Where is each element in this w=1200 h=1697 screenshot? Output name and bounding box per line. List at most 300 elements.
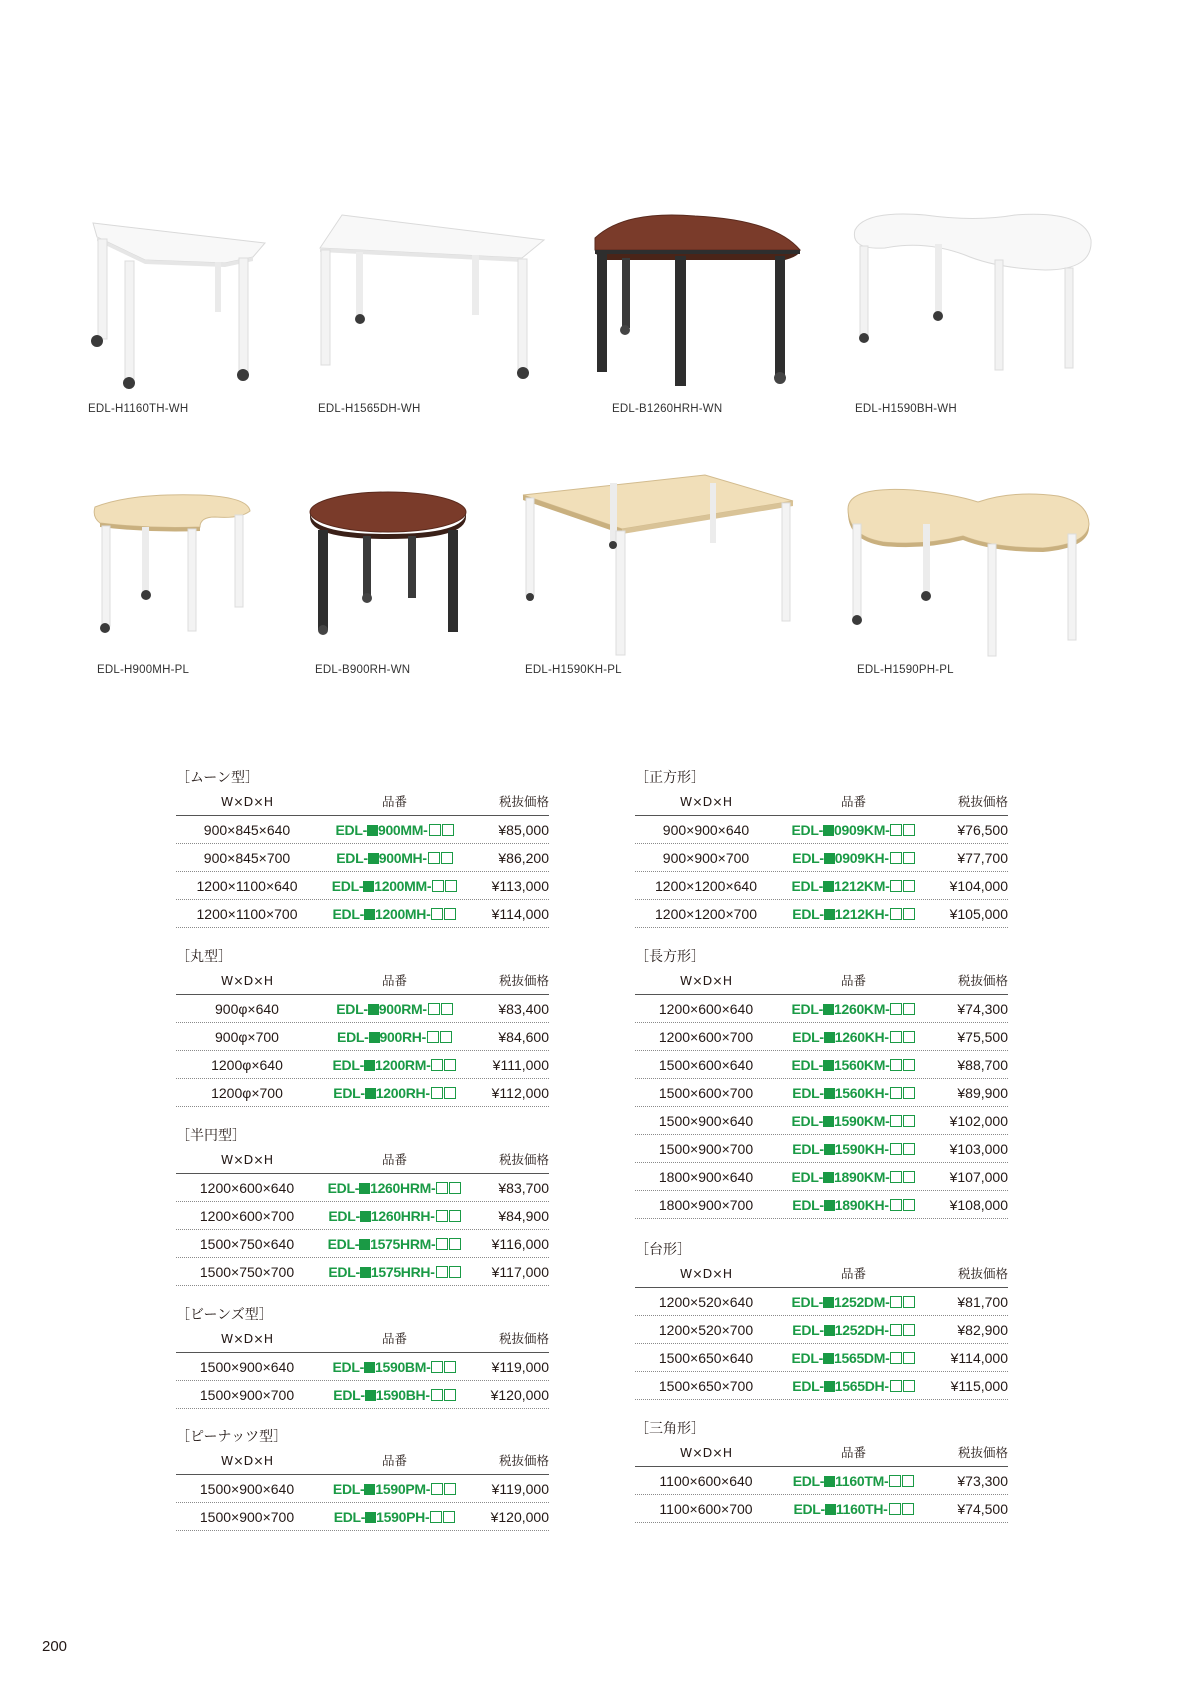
color-code-empty-square-icon (431, 1087, 443, 1099)
color-code-filled-square-icon (359, 1239, 370, 1250)
product-caption-4: EDL-H1590BH-WH (855, 403, 957, 415)
table-row (635, 995, 1008, 1023)
table-row (176, 816, 549, 844)
size-cell: 1200×520×700 (658, 1322, 754, 1338)
product-caption-1: EDL-H1160TH-WH (88, 403, 189, 415)
color-code-filled-square-icon (365, 1088, 376, 1099)
price-cell: ¥119,000 (491, 1481, 549, 1497)
color-code-empty-square-icon (449, 1182, 461, 1194)
size-cell: 1500×650×640 (658, 1350, 754, 1366)
code-body: 1212KM- (833, 878, 890, 894)
color-code-empty-square-icon (431, 1059, 443, 1071)
price-cell: ¥86,200 (498, 850, 549, 866)
table-row (176, 844, 549, 872)
table-row (176, 1174, 549, 1202)
size-cell: 1500×750×700 (199, 1264, 295, 1280)
table-row (635, 1163, 1008, 1191)
header-size: W×D×H (220, 973, 274, 988)
code-prefix: EDL- (792, 1473, 825, 1489)
color-code-empty-square-icon (903, 1087, 915, 1099)
code-body: 1560KM- (833, 1057, 890, 1073)
code-body: 1590BM- (374, 1359, 431, 1375)
table-row (176, 900, 549, 928)
color-code-empty-square-icon (428, 1003, 440, 1015)
section-peanut (176, 1426, 549, 1531)
price-cell: ¥113,000 (491, 878, 549, 894)
color-code-filled-square-icon (369, 1032, 380, 1043)
section-title: ［長方形］ (635, 949, 705, 965)
table-row (635, 1288, 1008, 1316)
header-price: 税抜価格 (498, 1453, 549, 1468)
color-code-empty-square-icon (903, 1296, 915, 1308)
size-cell: 1200×600×640 (199, 1180, 295, 1196)
color-code-empty-square-icon (436, 1210, 448, 1222)
price-cell: ¥82,900 (957, 1322, 1008, 1338)
color-code-empty-square-icon (890, 1171, 902, 1183)
code-prefix: EDL- (332, 906, 364, 922)
color-code-empty-square-icon (444, 1361, 456, 1373)
color-code-empty-square-icon (890, 1087, 902, 1099)
header-code: 品番 (840, 794, 866, 809)
section-triangle (635, 1418, 1008, 1523)
code-body: 1260HRH- (370, 1208, 435, 1224)
table-row (176, 1051, 549, 1079)
code-cell (777, 1467, 930, 1494)
price-cell: ¥112,000 (491, 1085, 549, 1101)
table-header (635, 789, 1008, 816)
code-prefix: EDL- (792, 1141, 824, 1157)
code-body: 0909KM- (833, 822, 890, 838)
color-code-empty-square-icon (431, 908, 443, 920)
code-cell (318, 900, 471, 927)
color-code-empty-square-icon (890, 1296, 902, 1308)
price-cell: ¥116,000 (491, 1236, 549, 1252)
code-body: 1575HRM- (370, 1236, 436, 1252)
color-code-empty-square-icon (445, 880, 457, 892)
header-code: 品番 (381, 794, 407, 809)
code-body: 1200RH- (375, 1085, 430, 1101)
code-body: 900RH- (379, 1029, 426, 1045)
color-code-empty-square-icon (441, 852, 453, 864)
price-cell: ¥74,500 (957, 1501, 1008, 1517)
header-size: W×D×H (220, 794, 274, 809)
color-code-filled-square-icon (364, 1484, 375, 1495)
code-cell (318, 1202, 471, 1229)
header-code: 品番 (840, 1445, 866, 1460)
header-code: 品番 (840, 973, 866, 988)
color-code-empty-square-icon (444, 1389, 456, 1401)
color-code-empty-square-icon (890, 1199, 902, 1211)
code-prefix: EDL- (336, 1001, 368, 1017)
color-code-empty-square-icon (444, 1483, 456, 1495)
color-code-empty-square-icon (440, 1031, 452, 1043)
price-cell: ¥83,700 (498, 1180, 549, 1196)
size-cell: 1200×1100×700 (196, 906, 298, 922)
section-rectangle (635, 946, 1008, 1219)
table-row (635, 1191, 1008, 1219)
price-cell: ¥114,000 (950, 1350, 1008, 1366)
table-row (176, 1079, 549, 1107)
section-title: ［正方形］ (635, 770, 705, 786)
code-cell (777, 1191, 930, 1218)
table-header (176, 1448, 549, 1475)
code-cell (777, 1316, 930, 1343)
color-code-empty-square-icon (903, 1031, 915, 1043)
color-code-empty-square-icon (427, 1031, 439, 1043)
code-cell (777, 1163, 930, 1190)
code-prefix: EDL- (792, 906, 824, 922)
code-body: 0909KH- (834, 850, 889, 866)
size-cell: 900×900×640 (662, 822, 750, 838)
table-row (635, 1135, 1008, 1163)
header-code: 品番 (381, 1453, 407, 1468)
size-cell: 1500×900×640 (199, 1359, 295, 1375)
size-cell: 1200×1100×640 (196, 878, 298, 894)
color-code-empty-square-icon (890, 1380, 902, 1392)
price-cell: ¥74,300 (957, 1001, 1008, 1017)
code-prefix: EDL- (792, 1322, 824, 1338)
code-prefix: EDL- (332, 1057, 364, 1073)
code-prefix: EDL- (791, 1057, 823, 1073)
table-row (635, 1467, 1008, 1495)
size-cell: 1200φ×700 (211, 1085, 283, 1101)
price-cell: ¥89,900 (957, 1085, 1008, 1101)
table-row (635, 1051, 1008, 1079)
code-cell (318, 1381, 471, 1408)
code-body: 1160TM- (835, 1473, 889, 1489)
color-code-empty-square-icon (432, 880, 444, 892)
product-caption-5: EDL-H900MH-PL (97, 664, 190, 676)
size-cell: 900φ×700 (215, 1029, 279, 1045)
color-code-empty-square-icon (903, 824, 915, 836)
color-code-empty-square-icon (431, 1483, 443, 1495)
product-caption-8: EDL-H1590PH-PL (857, 664, 954, 676)
color-code-empty-square-icon (903, 1171, 915, 1183)
size-cell: 900φ×640 (215, 1001, 279, 1017)
color-code-filled-square-icon (360, 1267, 371, 1278)
code-body: 1560KH- (834, 1085, 889, 1101)
table-header (176, 1326, 549, 1353)
code-body: 1890KM- (833, 1169, 890, 1185)
section-title: ［半円型］ (176, 1128, 246, 1144)
code-prefix: EDL- (791, 878, 823, 894)
color-code-empty-square-icon (443, 1511, 455, 1523)
size-cell: 1200×1200×640 (655, 878, 757, 894)
color-code-empty-square-icon (442, 824, 454, 836)
code-prefix: EDL- (333, 1387, 365, 1403)
code-prefix: EDL- (328, 1208, 360, 1224)
price-cell: ¥115,000 (950, 1378, 1008, 1394)
code-prefix: EDL- (791, 1169, 823, 1185)
code-cell (777, 1135, 930, 1162)
color-code-empty-square-icon (890, 1059, 902, 1071)
code-body: 1590PM- (375, 1481, 431, 1497)
code-prefix: EDL- (333, 1509, 366, 1525)
color-code-empty-square-icon (444, 908, 456, 920)
color-code-filled-square-icon (824, 1144, 835, 1155)
code-prefix: EDL- (331, 878, 364, 894)
header-price: 税抜価格 (957, 1266, 1008, 1281)
code-body: 1260KH- (834, 1029, 889, 1045)
size-cell: 1200×600×640 (658, 1001, 754, 1017)
color-code-empty-square-icon (429, 824, 441, 836)
section-trapezoid (635, 1239, 1008, 1400)
price-cell: ¥107,000 (949, 1169, 1008, 1185)
color-code-filled-square-icon (824, 1032, 835, 1043)
table-row (176, 1353, 549, 1381)
color-code-empty-square-icon (436, 1182, 448, 1194)
color-code-filled-square-icon (368, 1004, 379, 1015)
code-prefix: EDL- (327, 1180, 360, 1196)
color-code-empty-square-icon (902, 1503, 914, 1515)
color-code-filled-square-icon (363, 881, 374, 892)
table-row (635, 900, 1008, 928)
section-beans (176, 1304, 549, 1409)
color-code-empty-square-icon (890, 908, 902, 920)
code-cell (777, 1372, 930, 1399)
table-row (635, 1372, 1008, 1400)
code-cell (777, 1079, 930, 1106)
product-caption-7: EDL-H1590KH-PL (525, 664, 622, 676)
color-code-empty-square-icon (890, 1143, 902, 1155)
color-code-empty-square-icon (889, 1475, 901, 1487)
color-code-empty-square-icon (444, 1059, 456, 1071)
color-code-empty-square-icon (444, 1087, 456, 1099)
table-row (176, 1202, 549, 1230)
product-caption-2: EDL-H1565DH-WH (318, 403, 421, 415)
color-code-empty-square-icon (903, 852, 915, 864)
color-code-empty-square-icon (436, 1266, 448, 1278)
section-moon (176, 767, 549, 928)
table-row (635, 1079, 1008, 1107)
price-cell: ¥111,000 (492, 1057, 549, 1073)
header-size: W×D×H (679, 1445, 733, 1460)
product-photo-8 (843, 484, 1093, 659)
table-row (635, 1344, 1008, 1372)
color-code-filled-square-icon (823, 1116, 834, 1127)
table-header (635, 1261, 1008, 1288)
color-code-empty-square-icon (890, 1031, 902, 1043)
color-code-filled-square-icon (360, 1211, 371, 1222)
header-size: W×D×H (220, 1453, 274, 1468)
color-code-filled-square-icon (824, 1200, 835, 1211)
color-code-filled-square-icon (365, 1512, 376, 1523)
color-code-empty-square-icon (428, 852, 440, 864)
price-cell: ¥77,700 (957, 850, 1008, 866)
code-prefix: EDL- (337, 1029, 369, 1045)
size-cell: 1500×900×700 (658, 1141, 754, 1157)
code-body: 1252DM- (833, 1294, 890, 1310)
page-number: 200 (42, 1638, 68, 1655)
price-cell: ¥73,300 (957, 1473, 1008, 1489)
size-cell: 1500×900×640 (658, 1113, 754, 1129)
color-code-filled-square-icon (824, 909, 835, 920)
code-cell (318, 816, 471, 843)
code-body: 1260HRM- (370, 1180, 436, 1196)
code-body: 1890KH- (834, 1197, 889, 1213)
size-cell: 1500×900×700 (199, 1509, 295, 1525)
size-cell: 1800×900×700 (658, 1197, 754, 1213)
product-photo-7 (520, 473, 795, 658)
color-code-empty-square-icon (903, 1380, 915, 1392)
color-code-empty-square-icon (449, 1266, 461, 1278)
color-code-filled-square-icon (364, 909, 375, 920)
color-code-filled-square-icon (823, 1004, 834, 1015)
table-header (176, 789, 549, 816)
section-round (176, 946, 549, 1107)
code-cell (777, 1344, 930, 1371)
code-cell (777, 844, 930, 871)
code-prefix: EDL- (792, 1029, 824, 1045)
section-half-round (176, 1125, 549, 1286)
color-code-filled-square-icon (824, 1325, 835, 1336)
code-cell (318, 1079, 471, 1106)
code-body: 1565DH- (834, 1378, 889, 1394)
price-cell: ¥104,000 (949, 878, 1008, 894)
code-cell (777, 1023, 930, 1050)
header-size: W×D×H (679, 973, 733, 988)
code-cell (777, 1107, 930, 1134)
size-cell: 1200×600×700 (658, 1029, 754, 1045)
section-title: ［ビーンズ型］ (176, 1307, 273, 1323)
code-cell (777, 1051, 930, 1078)
header-price: 税抜価格 (498, 973, 549, 988)
code-body: 1590BH- (375, 1387, 430, 1403)
code-body: 1565DM- (833, 1350, 890, 1366)
code-body: 1260KM- (833, 1001, 890, 1017)
code-cell (318, 1051, 471, 1078)
table-row (176, 1503, 549, 1531)
product-caption-3: EDL-B1260HRH-WN (612, 403, 723, 415)
table-row (635, 1107, 1008, 1135)
price-cell: ¥120,000 (490, 1387, 549, 1403)
table-row (635, 872, 1008, 900)
header-size: W×D×H (679, 1266, 733, 1281)
code-cell (318, 1230, 471, 1257)
size-cell: 1500×750×640 (199, 1236, 295, 1252)
product-photo-6 (308, 490, 470, 640)
color-code-empty-square-icon (903, 1003, 915, 1015)
color-code-empty-square-icon (903, 1115, 915, 1127)
header-price: 税抜価格 (498, 1331, 549, 1346)
code-prefix: EDL- (792, 1085, 824, 1101)
color-code-empty-square-icon (890, 1003, 902, 1015)
price-cell: ¥84,600 (498, 1029, 549, 1045)
color-code-empty-square-icon (903, 1352, 915, 1364)
price-cell: ¥120,000 (490, 1509, 549, 1525)
color-code-filled-square-icon (365, 1390, 376, 1401)
code-body: 1200MH- (374, 906, 431, 922)
color-code-filled-square-icon (359, 1183, 370, 1194)
color-code-filled-square-icon (823, 1172, 834, 1183)
color-code-filled-square-icon (824, 853, 835, 864)
code-body: 1590KM- (833, 1113, 890, 1129)
code-body: 1200RM- (374, 1057, 431, 1073)
code-cell (777, 1495, 930, 1522)
color-code-empty-square-icon (431, 1361, 443, 1373)
code-cell (777, 900, 930, 927)
code-cell (318, 1353, 471, 1380)
code-prefix: EDL- (791, 1113, 823, 1129)
color-code-filled-square-icon (825, 1504, 836, 1515)
table-row (176, 995, 549, 1023)
header-size: W×D×H (220, 1152, 274, 1167)
code-cell (318, 1023, 471, 1050)
product-photo-4 (845, 210, 1095, 395)
size-cell: 1500×600×700 (658, 1085, 754, 1101)
size-cell: 1500×900×640 (199, 1481, 295, 1497)
color-code-empty-square-icon (890, 852, 902, 864)
size-cell: 1500×650×700 (658, 1378, 754, 1394)
header-code: 品番 (840, 1266, 866, 1281)
code-prefix: EDL- (332, 1481, 365, 1497)
price-cell: ¥84,900 (498, 1208, 549, 1224)
code-prefix: EDL- (791, 822, 823, 838)
price-cell: ¥88,700 (957, 1057, 1008, 1073)
table-header (635, 968, 1008, 995)
color-code-empty-square-icon (436, 1238, 448, 1250)
code-cell (318, 1258, 471, 1285)
color-code-empty-square-icon (441, 1003, 453, 1015)
table-header (176, 968, 549, 995)
color-code-empty-square-icon (431, 1389, 443, 1401)
section-title: ［ピーナッツ型］ (176, 1429, 288, 1445)
header-price: 税抜価格 (957, 973, 1008, 988)
color-code-empty-square-icon (903, 908, 915, 920)
code-body: 900MM- (377, 822, 428, 838)
table-header (176, 1147, 549, 1174)
color-code-empty-square-icon (449, 1238, 461, 1250)
price-cell: ¥119,000 (491, 1359, 549, 1375)
code-body: 1575HRH- (370, 1264, 435, 1280)
color-code-empty-square-icon (890, 1324, 902, 1336)
price-cell: ¥76,500 (957, 822, 1008, 838)
color-code-filled-square-icon (823, 825, 834, 836)
header-code: 品番 (381, 1152, 407, 1167)
code-body: 1590PH- (376, 1509, 430, 1525)
header-price: 税抜価格 (498, 1152, 549, 1167)
size-cell: 900×845×700 (203, 850, 291, 866)
size-cell: 1200φ×640 (211, 1057, 283, 1073)
header-size: W×D×H (220, 1331, 274, 1346)
price-cell: ¥114,000 (491, 906, 549, 922)
code-prefix: EDL- (791, 1350, 823, 1366)
code-body: 1160TH- (835, 1501, 888, 1517)
table-row (635, 1023, 1008, 1051)
code-body: 1200MM- (374, 878, 432, 894)
table-row (635, 1316, 1008, 1344)
price-cell: ¥81,700 (957, 1294, 1008, 1310)
table-row (176, 1023, 549, 1051)
color-code-empty-square-icon (890, 880, 902, 892)
product-photo-5 (90, 493, 255, 638)
section-title: ［丸型］ (176, 949, 232, 965)
size-cell: 1100×600×700 (659, 1501, 753, 1517)
size-cell: 1500×600×640 (658, 1057, 754, 1073)
table-row (176, 1230, 549, 1258)
color-code-filled-square-icon (367, 825, 378, 836)
color-code-empty-square-icon (890, 1115, 902, 1127)
code-prefix: EDL- (792, 1197, 824, 1213)
code-prefix: EDL- (791, 1001, 823, 1017)
code-prefix: EDL- (335, 822, 367, 838)
header-price: 税抜価格 (957, 794, 1008, 809)
color-code-empty-square-icon (890, 1352, 902, 1364)
code-prefix: EDL- (332, 1359, 364, 1375)
table-row (635, 1495, 1008, 1523)
size-cell: 1800×900×640 (658, 1169, 754, 1185)
table-row (635, 816, 1008, 844)
